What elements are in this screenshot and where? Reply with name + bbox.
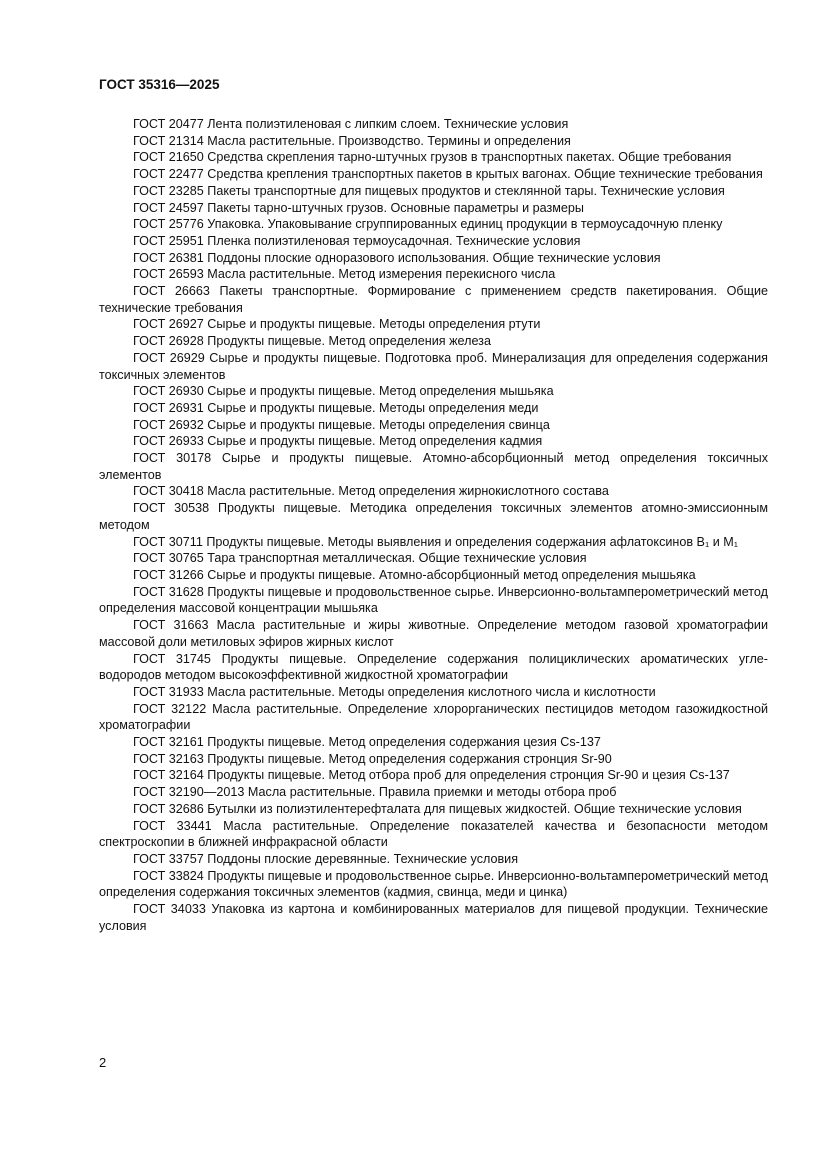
reference-item: ГОСТ 21650 Средства скрепления тарно-штучных грузов в транспортных пакетах. Общие требования	[133, 150, 732, 165]
reference-item: ГОСТ 26928 Продукты пищевые. Метод определения железа	[133, 334, 491, 349]
reference-item: ГОСТ 20477 Лента полиэтиленовая с липким слоем. Технические условия	[133, 117, 569, 131]
reference-item: ГОСТ 26929 Сырье и продукты пищевые. Подготовка проб. Минерализация для определения содержания токсичных элементов	[99, 350, 768, 382]
reference-item: ГОСТ 26593 Масла растительные. Метод измерения перекисного числа	[133, 267, 556, 282]
reference-item: ГОСТ 32161 Продукты пищевые. Метод определения содержания цезия Cs-137	[133, 735, 601, 750]
reference-item: ГОСТ 31628 Продукты пищевые и продовольственное сырье. Инверсионно-вольтамперометрический метод определения массовой концентрации мышьяка	[99, 584, 768, 616]
reference-item: ГОСТ 24597 Пакеты тарно-штучных грузов. Основные параметры и размеры	[133, 200, 584, 215]
reference-item: ГОСТ 31745 Продукты пищевые. Определение содержания полициклических ароматических углеводородов методом высокоэффективной жидкостной хроматографии	[99, 651, 768, 683]
reference-item: ГОСТ 31266 Сырье и продукты пищевые. Атомно-абсорбционный метод определения мышьяка	[133, 567, 696, 582]
reference-item: ГОСТ 26927 Сырье и продукты пищевые. Методы определения ртути	[133, 317, 541, 332]
reference-item: ГОСТ 32686 Бутылки из полиэтилентерефталата для пищевых жидкостей. Общие технические условия	[133, 801, 742, 816]
reference-item: ГОСТ 33824 Продукты пищевые и продовольственное сырье. Инверсионно-вольтамперометрический метод определения содержания токсичных элементов (кадмия, свинца, меди и цинка)	[99, 868, 768, 900]
reference-item: ГОСТ 30178 Сырье и продукты пищевые. Атомно-абсорбционный метод определения токсичных элементов	[99, 451, 768, 482]
reference-item: ГОСТ 32163 Продукты пищевые. Метод определения содержания стронция Sr-90	[133, 751, 612, 766]
normative-references-list	[99, 116, 768, 934]
reference-item: ГОСТ 30711 Продукты пищевые. Методы выявления и определения содержания афлатоксинов B₁ и M₁	[133, 534, 738, 549]
reference-item: ГОСТ 31663 Масла растительные и жиры животные. Определение методом газовой хроматографии массовой доли метиловых эфиров жирных кислот	[99, 618, 768, 649]
reference-item: ГОСТ 31933 Масла растительные. Методы определения кислотного числа и кислотности	[133, 684, 656, 699]
reference-item: ГОСТ 26663 Пакеты транспортные. Формирование с применением средств пакетирования. Общие технические требования	[99, 284, 768, 315]
reference-item: ГОСТ 33757 Поддоны плоские деревянные. Технические условия	[133, 851, 519, 866]
reference-item: ГОСТ 32122 Масла растительные. Определение хлорорганических пестицидов методом газожидкостной хроматографии	[99, 701, 768, 733]
reference-item: ГОСТ 23285 Пакеты транспортные для пищевых продуктов и стеклянной тары. Технические условия	[133, 183, 725, 198]
page-number: 2	[99, 1055, 107, 1070]
reference-item: ГОСТ 21314 Масла растительные. Производство. Термины и определения	[133, 133, 571, 148]
reference-item: ГОСТ 25951 Пленка полиэтиленовая термоусадочная. Технические условия	[133, 233, 581, 248]
reference-item: ГОСТ 26932 Сырье и продукты пищевые. Методы определения свинца	[133, 417, 550, 432]
reference-item: ГОСТ 32164 Продукты пищевые. Метод отбора проб для определения стронция Sr-90 и цезия Cs-137	[133, 768, 730, 783]
reference-item: ГОСТ 26381 Поддоны плоские одноразового использования. Общие технические условия	[133, 250, 661, 265]
reference-item: ГОСТ 26933 Сырье и продукты пищевые. Метод определения кадмия	[133, 434, 543, 449]
reference-item: ГОСТ 22477 Средства крепления транспортных пакетов в крытых вагонах. Общие технические требования	[133, 167, 763, 182]
reference-item: ГОСТ 33441 Масла растительные. Определение показателей качества и безопасности методом спектроскопии в ближней инфракрасной области	[99, 818, 768, 850]
reference-item: ГОСТ 30418 Масла растительные. Метод определения жирнокислотного состава	[133, 484, 609, 499]
reference-item: ГОСТ 26930 Сырье и продукты пищевые. Метод определения мышьяка	[133, 384, 554, 399]
reference-item: ГОСТ 30765 Тара транспортная металлическая. Общие технические условия	[133, 551, 587, 566]
reference-item: ГОСТ 32190—2013 Масла растительные. Правила приемки и методы отбора проб	[133, 785, 617, 800]
reference-item: ГОСТ 30538 Продукты пищевые. Методика определения токсичных элементов атомно-эмиссионным методом	[99, 501, 768, 532]
reference-item: ГОСТ 26931 Сырье и продукты пищевые. Методы определения меди	[133, 400, 539, 415]
reference-item: ГОСТ 34033 Упаковка из картона и комбинированных материалов для пищевой продукции. Технические условия	[99, 902, 768, 933]
reference-item: ГОСТ 25776 Упаковка. Упаковывание сгруппированных единиц продукции в термоусадочную пленку	[133, 217, 723, 232]
document-header: ГОСТ 35316—2025	[99, 77, 220, 92]
